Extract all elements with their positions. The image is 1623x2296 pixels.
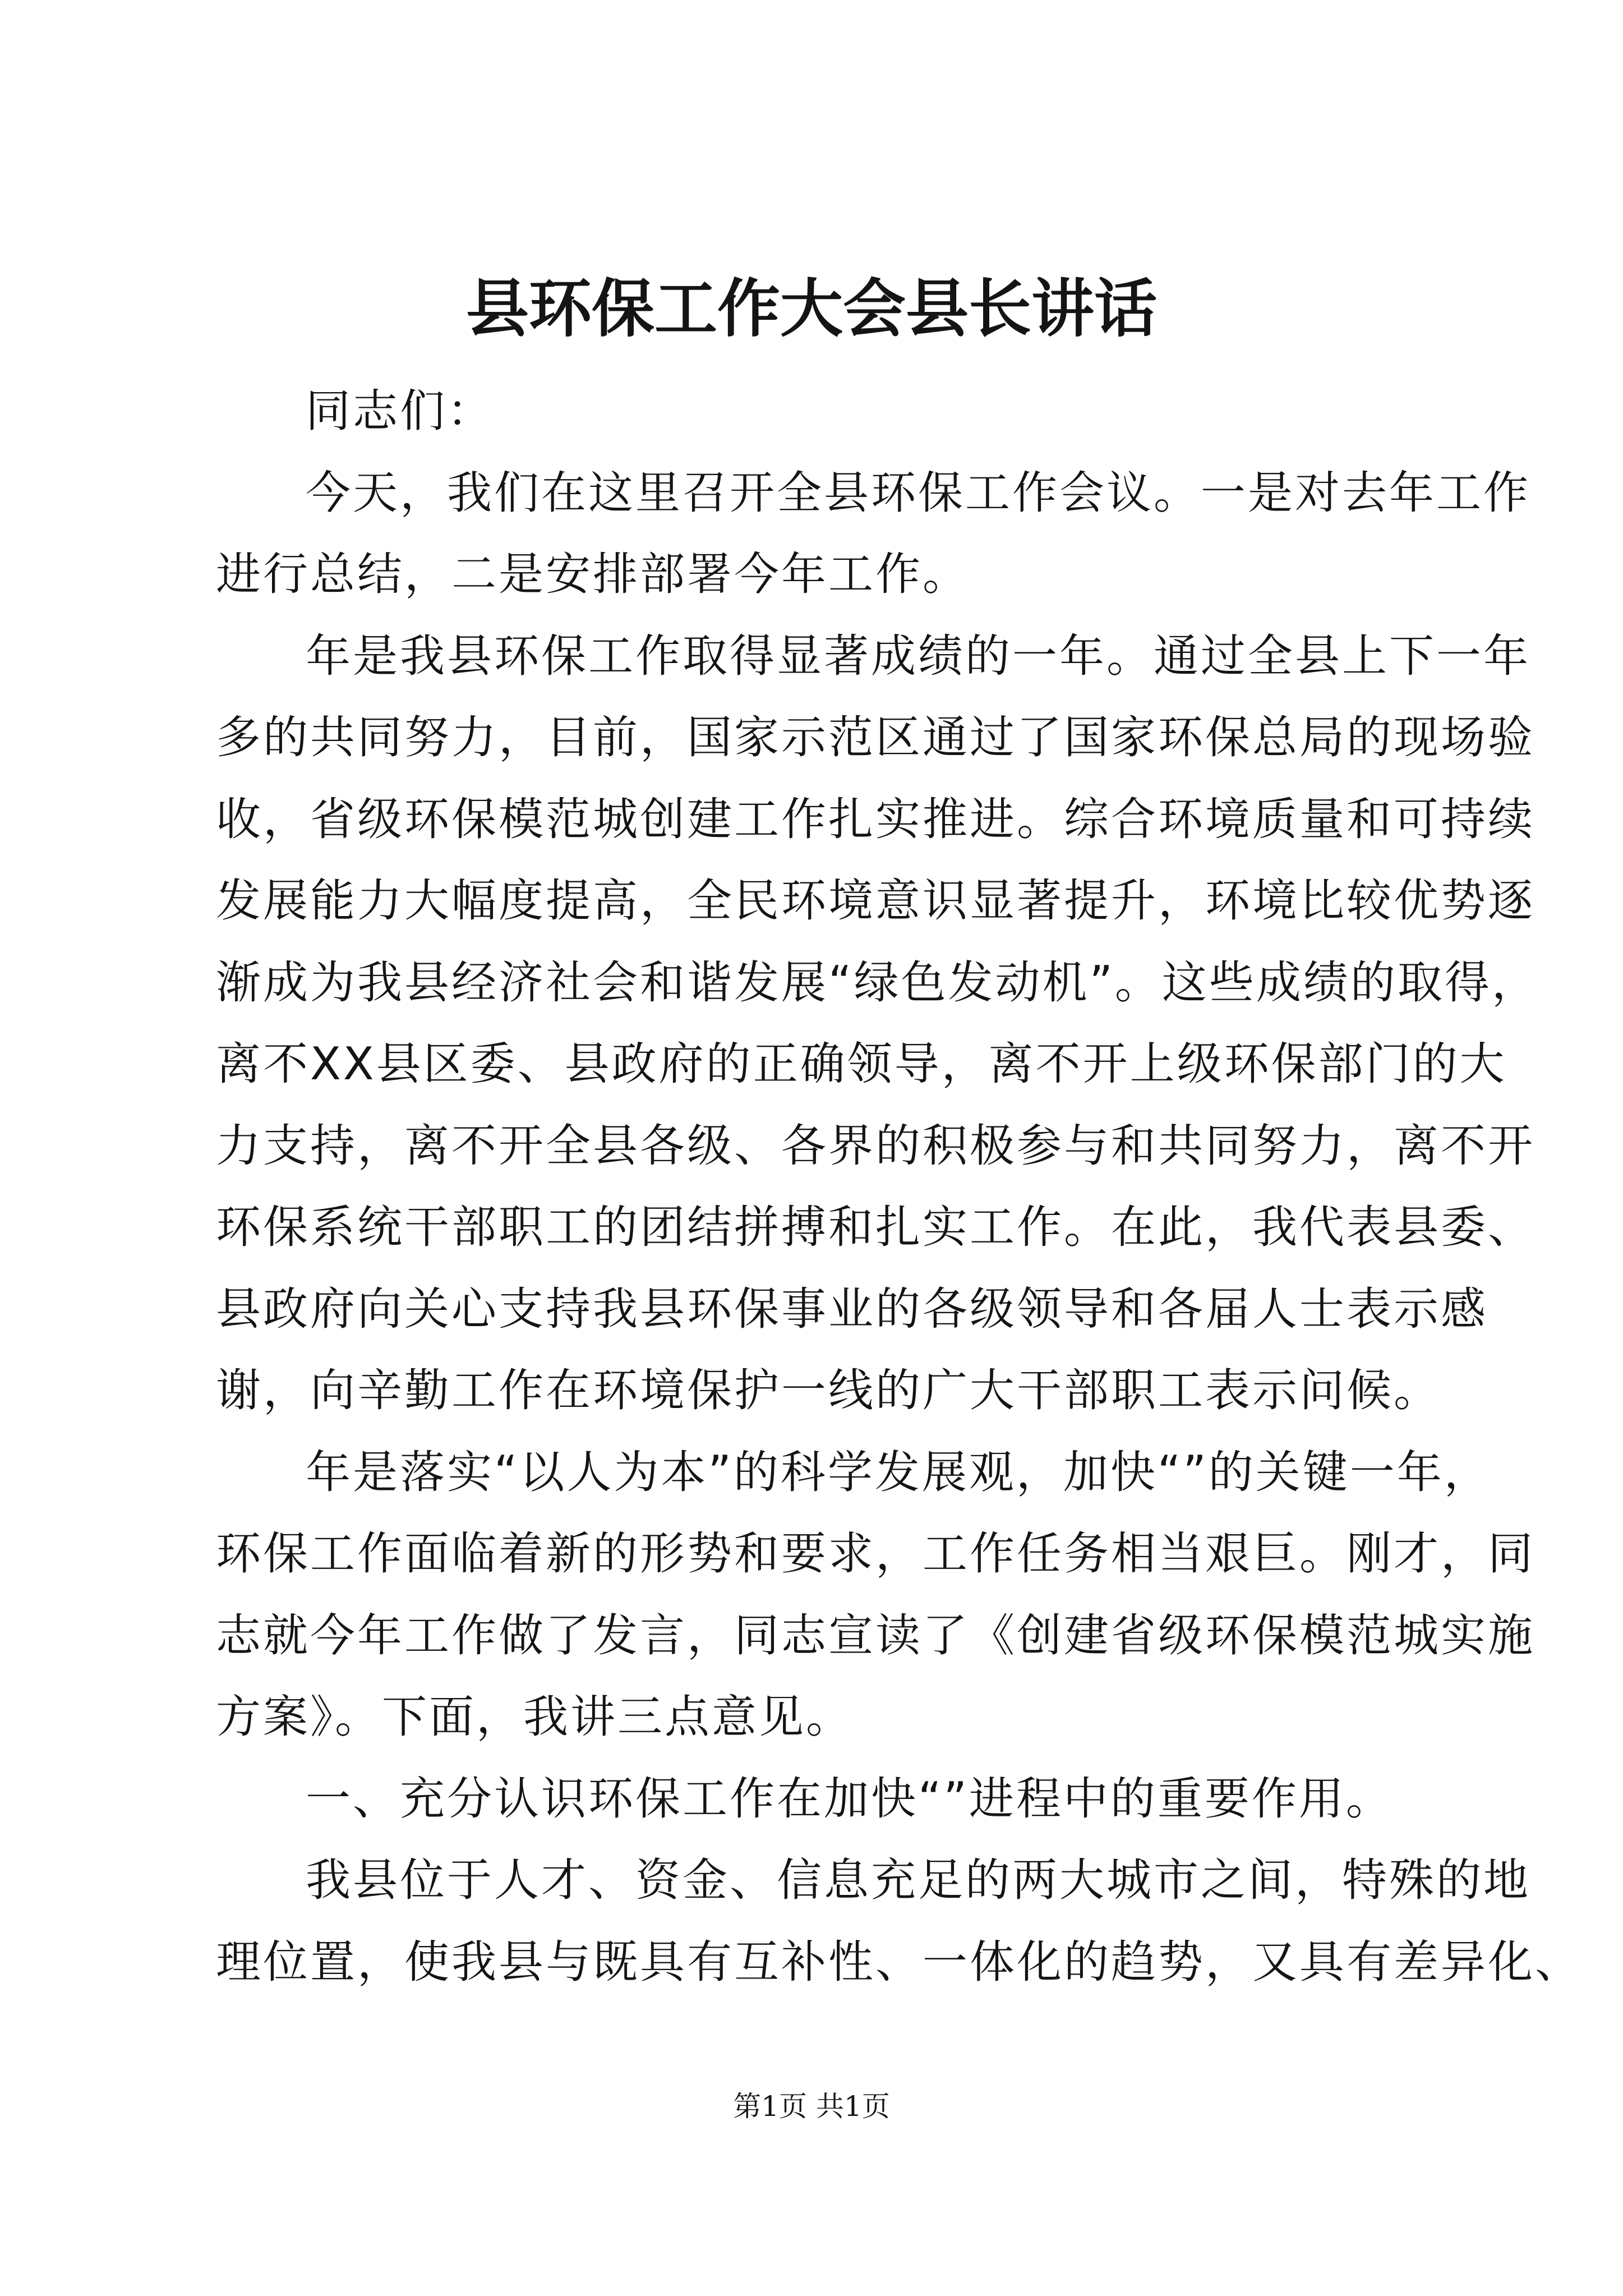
text-line: 力支持，离不开全县各级、各界的积极参与和共同努力，离不开 (216, 1119, 1535, 1172)
document-title: 县环保工作大会县长讲话 (466, 272, 1157, 346)
text-line: 渐成为我县经济社会和谐发展“绿色发动机”。这些成绩的取得， (216, 956, 1539, 1009)
document-body (216, 370, 1582, 2003)
text-line: 收，省级环保模范城创建工作扎实推进。综合环境质量和可持续 (216, 793, 1535, 845)
text-line: 多的共同努力，目前，国家示范区通过了国家环保总局的现场验 (216, 711, 1535, 763)
text-line: 我县位于人才、资金、信息充足的两大城市之间，特殊的地 (306, 1854, 1530, 1906)
page-footer: 第1页 共1页 (733, 2090, 890, 2123)
text-line: 环保工作面临着新的形势和要求，工作任务相当艰巨。刚才，同 (216, 1527, 1535, 1580)
text-line: 方案》。下面，我讲三点意见。 (216, 1691, 853, 1743)
text-line: 年是我县环保工作取得显著成绩的一年。通过全县上下一年 (306, 629, 1530, 682)
text-line: 发展能力大幅度提高，全民环境意识显著提升，环境比较优势逐 (216, 875, 1535, 927)
text-line: 县政府向关心支持我县环保事业的各级领导和各届人士表示感 (216, 1282, 1488, 1335)
text-line: 环保系统干部职工的团结拼搏和扎实工作。在此，我代表县委、 (216, 1201, 1535, 1253)
text-line: 一、充分认识环保工作在加快“”进程中的重要作用。 (306, 1772, 1393, 1825)
text-line: 谢，向辛勤工作在环境保护一线的广大干部职工表示问候。 (216, 1364, 1441, 1416)
text-line: 理位置，使我县与既具有互补性、一体化的趋势，又具有差异化、 (216, 1935, 1582, 1988)
text-line: 志就今年工作做了发言，同志宣读了《创建省级环保模范城实施 (216, 1609, 1535, 1662)
text-line: 年是落实“以人为本”的科学发展观，加快“”的关键一年， (306, 1446, 1491, 1498)
text-line: 同志们： (306, 385, 494, 437)
text-line: 今天，我们在这里召开全县环保工作会议。一是对去年工作 (306, 466, 1530, 519)
text-line: 离不XX县区委、县政府的正确领导，离不开上级环保部门的大 (216, 1038, 1507, 1090)
text-line: 进行总结，二是安排部署今年工作。 (216, 548, 970, 600)
